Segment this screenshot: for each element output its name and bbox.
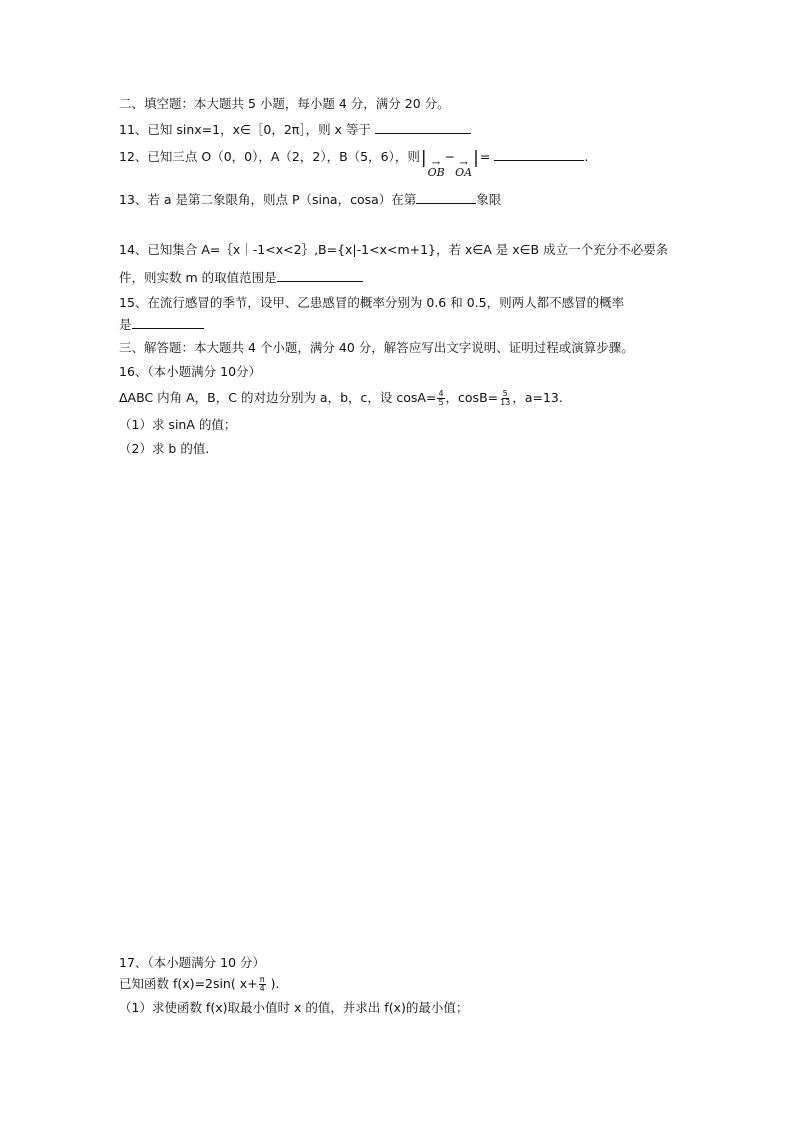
question-17-part1: （1）求使函数 f(x)取最小值时 x 的值，并求出 f(x)的最小值； — [119, 1000, 469, 1015]
question-13-suffix: 象限 — [476, 192, 502, 207]
fraction-cosB — [499, 390, 511, 407]
question-11 — [119, 121, 471, 138]
answer-blank-11 — [375, 121, 471, 134]
vector-arrow: → — [459, 158, 468, 169]
answer-blank-12 — [494, 148, 584, 161]
vector-oa — [455, 160, 472, 177]
fraction-numerator: 4 — [438, 389, 444, 398]
fraction-numerator: 5 — [502, 389, 508, 398]
question-17-stem-prefix: 已知函数 f(x)=2sin( x+ — [119, 976, 258, 991]
question-17-title: 17、（本小题满分 10 分） — [119, 955, 266, 970]
question-15-text: 是 — [119, 317, 132, 332]
question-16-part1: （1）求 sinA 的值； — [119, 417, 237, 432]
question-14-line2 — [119, 269, 363, 286]
fraction-denominator: 5 — [438, 398, 444, 407]
answer-blank-13 — [416, 191, 476, 204]
question-16-part2: （2）求 b 的值. — [119, 441, 210, 456]
question-15-line2 — [119, 316, 204, 333]
equals-sign: = — [479, 149, 491, 164]
question-13 — [119, 191, 501, 208]
section2-heading: 二、填空题：本大题共 5 小题，每小题 4 分，满分 20 分。 — [119, 96, 450, 111]
minus-sign: − — [444, 149, 456, 164]
abs-bar-left: | — [420, 148, 427, 168]
abs-bar-right: | — [473, 148, 479, 168]
fraction-numerator: π — [259, 975, 265, 984]
vector-oa-label: OA — [455, 166, 473, 179]
vector-ob-label: OB — [427, 166, 445, 179]
period: . — [584, 149, 589, 164]
answer-blank-15 — [132, 316, 204, 329]
question-12 — [119, 148, 588, 177]
fraction-pi-over-4 — [259, 976, 266, 993]
fraction-denominator: 13 — [500, 398, 511, 407]
question-11-text: 11、已知 sinx=1，x∈［0，2π］，则 x 等于 — [119, 122, 371, 137]
question-12-text: 12、已知三点 O（0，0），A（2，2），B（5，6），则 — [119, 149, 420, 164]
question-17-stem — [119, 976, 280, 993]
question-16-stem — [119, 390, 563, 407]
answer-blank-14 — [277, 269, 363, 282]
question-16-stem-suffix: ，a=13. — [512, 390, 563, 405]
fraction-denominator: 4 — [259, 984, 265, 993]
question-14-text: 件，则实数 m 的取值范围是 — [119, 270, 277, 285]
question-16-title: 16、（本小题满分 10分） — [119, 364, 262, 379]
vector-arrow: → — [431, 158, 441, 169]
question-13-text: 13、若 a 是第二象限角，则点 P（sina，cosa）在第 — [119, 192, 417, 207]
section3-heading: 三、解答题：本大题共 4 个小题，满分 40 分，解答应写出文字说明、证明过程或演算步骤。 — [119, 340, 634, 355]
question-17-stem-suffix: ). — [266, 976, 280, 991]
vector-ob — [428, 160, 445, 177]
fraction-cosA — [437, 390, 444, 407]
question-16-stem-prefix: ΔABC 内角 A，B，C 的对边分别为 a，b，c，设 cosA= — [119, 390, 437, 405]
question-14-line1: 14、已知集合 A=｛x｜-1<x<2｝,B={x|-1<x<m+1}，若 x∈A 是 x∈B 成立一个充分不必要条 — [119, 242, 669, 257]
question-16-stem-mid: ，cosB= — [445, 390, 499, 405]
question-15-line1: 15、在流行感冒的季节，设甲、乙患感冒的概率分别为 0.6 和 0.5，则两人都不感冒的概率 — [119, 295, 625, 310]
